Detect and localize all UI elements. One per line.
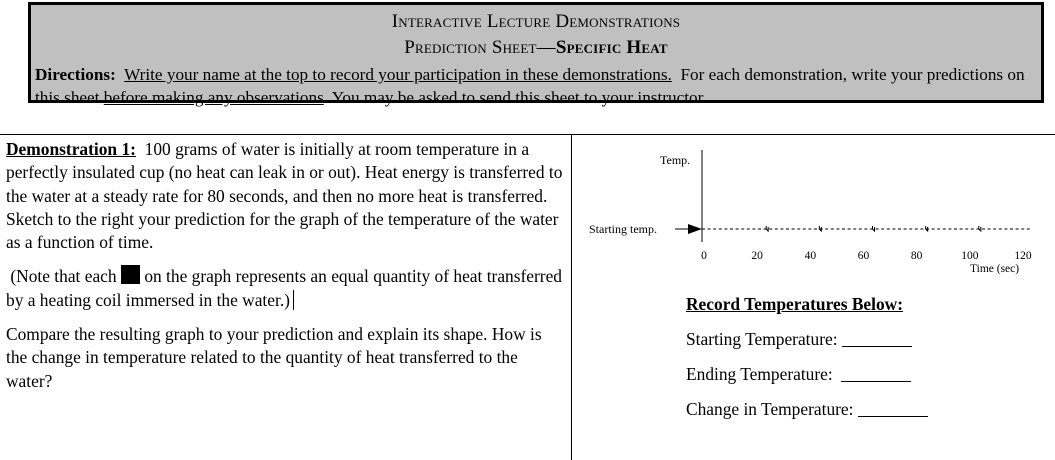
x-tick-100: 100 [961,250,979,262]
x-tick-60: 60 [857,250,870,262]
ending-temp-blank[interactable] [841,365,911,382]
y-axis-label: Temp. [660,153,691,167]
sheet-title: Interactive Lecture Demonstrations [391,11,681,32]
note-prefix: (Note that each [10,266,117,287]
demonstration-text [6,138,566,393]
starting-temp-blank[interactable] [842,330,912,347]
change-temp-blank[interactable] [858,400,928,417]
x-tick-labels [701,250,1032,262]
directions-underlined-2: before making any observations [103,88,324,107]
x-tick-80: 80 [910,250,923,262]
note-suffix: on the graph represents an equal quantity of heat transferred by a heating coil immersed in the water.) [6,266,563,310]
x-tick-20: 20 [751,250,763,262]
directions [35,63,1039,109]
sheet-subtitle [31,37,1041,59]
subtitle-topic: Specific Heat [555,37,668,58]
paragraph-question: Compare the resulting graph to your prediction and explain its shape. How is the change in temperature related to the quantity of heat transferred to the water? [6,324,542,391]
x-tick-0: 0 [701,250,707,262]
starting-temp-row [686,327,1046,362]
header-box [28,2,1044,107]
table-top-rule [0,134,1055,135]
demo-description: 100 grams of water is initially at room temperature in a perfectly insulated cup (no heat can leak in or out). Heat energy is transferred to the water at a steady rate for 80 seconds, and then no more heat is transferred. Sketch to the right your prediction for the graph of the temperature of the water as a function of time. [6,139,563,253]
change-temp-label: Change in Temperature: [686,399,854,419]
text-cursor [293,290,294,310]
change-temp-row [686,397,1046,432]
record-title: Record Temperatures Below: [686,294,904,314]
paragraph-note [6,265,566,312]
heat-marker-60 [873,226,875,231]
x-axis-label: Time (sec) [970,263,1020,275]
ending-temp-row [686,362,1046,397]
heat-square-icon [121,265,140,284]
baseline-label: Starting temp. [589,222,657,236]
demo-heading: Demonstration 1: [6,139,136,159]
x-tick-120: 120 [1014,250,1032,262]
paragraph-1 [6,138,566,254]
temperature-graph[interactable] [582,142,1042,282]
x-tick-40: 40 [804,250,817,262]
directions-end: . You may be asked to send this sheet to your instructor. [323,88,707,107]
heat-marker-20 [766,226,768,231]
directions-mid: For each demonstration, write your predictions on this sheet [35,65,1025,107]
directions-underlined: Write your name at the top to record your participation in these demonstrations. [124,65,672,84]
heat-marker-100 [979,226,981,231]
subtitle-prefix: Prediction Sheet— [404,37,556,58]
column-divider [571,134,572,460]
record-section [686,294,1046,432]
ending-temp-label: Ending Temperature: [686,364,833,384]
starting-temp-label: Starting Temperature: [686,329,838,349]
directions-label: Directions: [35,65,116,84]
start-arrow-icon [688,224,702,234]
